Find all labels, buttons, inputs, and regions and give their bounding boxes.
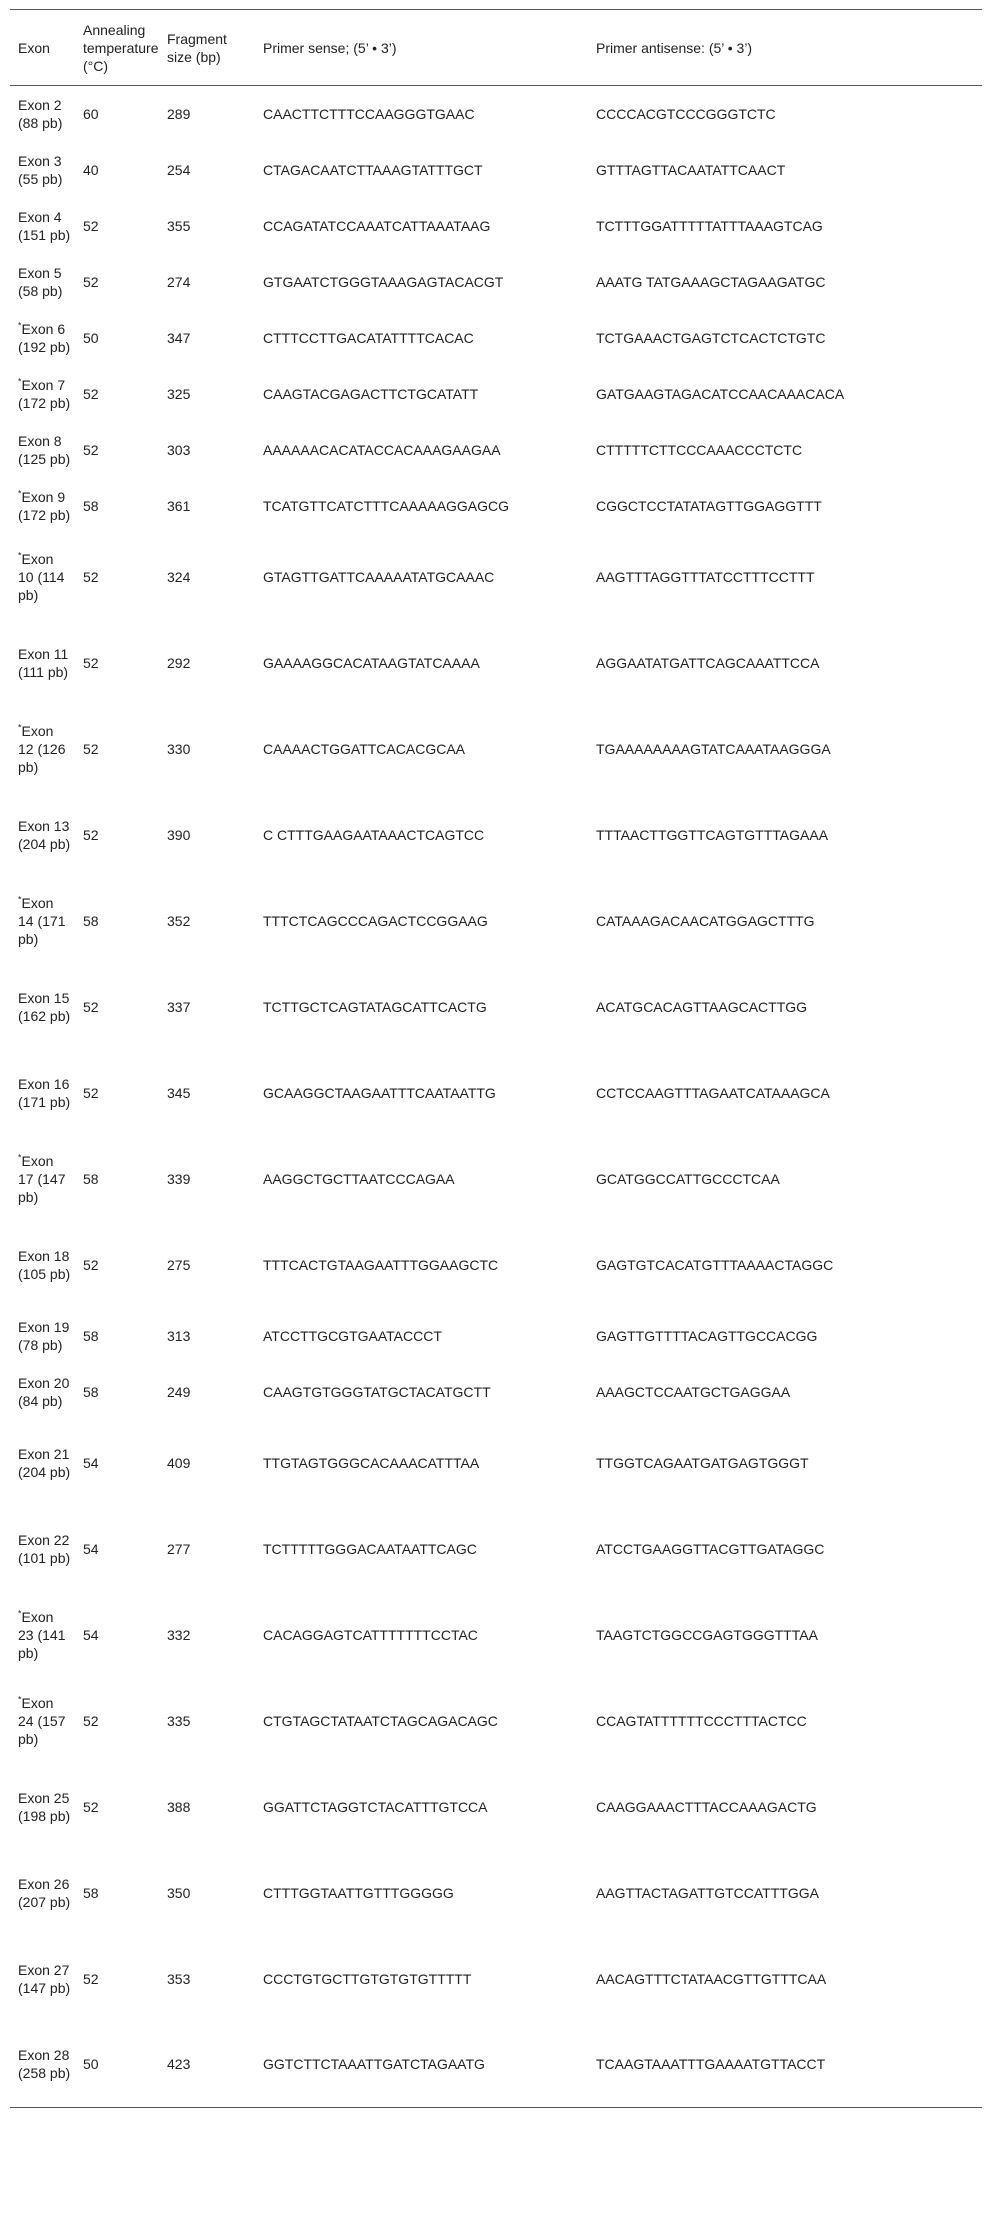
cell-primer-antisense: GATGAAGTAGACATCCAACAAACACA — [596, 385, 845, 402]
table-row — [10, 1136, 982, 1222]
cell-primer-sense: CCCTGTGCTTGTGTGTGTTTTT — [263, 1970, 472, 1987]
cell-fragment-size: 277 — [167, 1540, 191, 1557]
table-row — [10, 86, 982, 142]
cell-annealing-temperature: 52 — [83, 568, 99, 585]
exon-label: Exon 28 (258 pb) — [18, 2047, 71, 2082]
cell-fragment-size: 390 — [167, 826, 191, 843]
cell-exon — [10, 142, 75, 198]
cell-annealing-temperature: 52 — [83, 217, 99, 234]
footnote-marker: * — [18, 893, 22, 904]
cell-primer-sense: CCAGATATCCAAATCATTAAATAAG — [263, 217, 491, 234]
cell-annealing-temperature: 58 — [83, 497, 99, 514]
cell-fragment-size: 275 — [167, 1256, 191, 1273]
cell-primer-antisense: TTGGTCAGAATGATGAGTGGGT — [596, 1454, 809, 1471]
cell-primer-antisense: TCTGAAACTGAGTCTCACTCTGTC — [596, 329, 826, 346]
exon-label: Exon 11 (111 pb) — [18, 645, 69, 680]
exon-label: Exon 5 (58 pb) — [18, 264, 63, 299]
exon-label: Exon 19 (78 pb) — [18, 1318, 70, 1353]
table-row — [10, 1506, 982, 1592]
cell-exon — [10, 1764, 75, 1850]
exon-label: Exon 23 (141 pb) — [18, 1608, 66, 1661]
cell-fragment-size: 339 — [167, 1170, 191, 1187]
cell-fragment-size: 289 — [167, 105, 191, 122]
cell-exon — [10, 422, 75, 478]
exon-label: Exon 17 (147 pb) — [18, 1152, 66, 1205]
cell-fragment-size: 361 — [167, 497, 191, 514]
table-row — [10, 534, 982, 620]
cell-primer-sense: CAAGTACGAGACTTCTGCATATT — [263, 385, 479, 402]
cell-fragment-size: 409 — [167, 1454, 191, 1471]
cell-fragment-size: 254 — [167, 161, 191, 178]
cell-primer-antisense: GAGTTGTTTTACAGTTGCCACGG — [596, 1327, 818, 1344]
cell-fragment-size: 292 — [167, 654, 191, 671]
exon-label: Exon 10 (114 pb) — [18, 550, 65, 603]
cell-primer-sense: TTTCTCAGCCCAGACTCCGGAAG — [263, 912, 488, 929]
exon-label: Exon 21 (204 pb) — [18, 1445, 71, 1480]
cell-annealing-temperature: 52 — [83, 441, 99, 458]
cell-exon — [10, 198, 75, 254]
table-row — [10, 2022, 982, 2108]
exon-label: Exon 24 (157 pb) — [18, 1694, 66, 1747]
cell-fragment-size: 355 — [167, 217, 191, 234]
exon-label: Exon 18 (105 pb) — [18, 1247, 71, 1282]
cell-exon — [10, 878, 75, 964]
cell-primer-sense: GGATTCTAGGTCTACATTTGTCCA — [263, 1798, 488, 1815]
cell-fragment-size: 388 — [167, 1798, 191, 1815]
cell-primer-sense: CTGTAGCTATAATCTAGCAGACAGC — [263, 1712, 498, 1729]
cell-primer-antisense: AACAGTTTCTATAACGTTGTTTCAA — [596, 1970, 827, 1987]
cell-fragment-size: 249 — [167, 1383, 191, 1400]
cell-annealing-temperature: 58 — [83, 1884, 99, 1901]
cell-fragment-size: 335 — [167, 1712, 191, 1729]
cell-annealing-temperature: 54 — [83, 1540, 99, 1557]
exon-label: Exon 13 (204 pb) — [18, 817, 71, 852]
cell-fragment-size: 347 — [167, 329, 191, 346]
cell-exon — [10, 1420, 75, 1506]
table-row — [10, 1308, 982, 1364]
cell-primer-antisense: AGGAATATGATTCAGCAAATTCCA — [596, 654, 820, 671]
cell-primer-sense: CTTTCCTTGACATATTTTCACAC — [263, 329, 474, 346]
cell-fragment-size: 337 — [167, 998, 191, 1015]
cell-exon — [10, 706, 75, 792]
cell-exon — [10, 310, 75, 366]
header-row — [10, 10, 982, 86]
exon-label: Exon 16 (171 pb) — [18, 1075, 71, 1110]
exon-label: Exon 4 (151 pb) — [18, 208, 71, 243]
cell-annealing-temperature: 52 — [83, 998, 99, 1015]
cell-annealing-temperature: 54 — [83, 1454, 99, 1471]
cell-fragment-size: 350 — [167, 1884, 191, 1901]
table-row — [10, 1222, 982, 1308]
cell-exon — [10, 1592, 75, 1678]
cell-primer-antisense: TAAGTCTGGCCGAGTGGGTTTAA — [596, 1626, 818, 1643]
cell-fragment-size: 352 — [167, 912, 191, 929]
cell-annealing-temperature: 58 — [83, 912, 99, 929]
table-row — [10, 792, 982, 878]
cell-annealing-temperature: 52 — [83, 273, 99, 290]
cell-annealing-temperature: 52 — [83, 826, 99, 843]
exon-label: Exon 7 (172 pb) — [18, 376, 71, 411]
table-body — [10, 86, 982, 2108]
cell-primer-antisense: AAGTTACTAGATTGTCCATTTGGA — [596, 1884, 819, 1901]
table-row — [10, 310, 982, 366]
exon-label: Exon 3 (55 pb) — [18, 152, 63, 187]
cell-annealing-temperature: 52 — [83, 1256, 99, 1273]
cell-primer-antisense: CGGCTCCTATATAGTTGGAGGTTT — [596, 497, 822, 514]
cell-primer-antisense: CTTTTTCTTCCCAAACCCTCTC — [596, 441, 803, 458]
cell-annealing-temperature: 52 — [83, 654, 99, 671]
cell-primer-antisense: AAATG TATGAAAGCTAGAAGATGC — [596, 273, 826, 290]
cell-exon — [10, 792, 75, 878]
cell-primer-antisense: CATAAAGACAACATGGAGCTTTG — [596, 912, 815, 929]
cell-primer-sense: TCTTGCTCAGTATAGCATTCACTG — [263, 998, 487, 1015]
cell-primer-sense: TCATGTTCATCTTTCAAAAAGGAGCG — [263, 497, 510, 514]
exon-label: Exon 12 (126 pb) — [18, 722, 66, 775]
cell-annealing-temperature: 58 — [83, 1383, 99, 1400]
exon-label: Exon 6 (192 pb) — [18, 320, 71, 355]
cell-primer-sense: CTTTGGTAATTGTTTGGGGG — [263, 1884, 454, 1901]
table-row — [10, 254, 982, 310]
cell-primer-sense: AAGGCTGCTTAATCCCAGAA — [263, 1170, 455, 1187]
cell-annealing-temperature: 54 — [83, 1626, 99, 1643]
cell-primer-sense: ATCCTTGCGTGAATACCCT — [263, 1327, 442, 1344]
footnote-marker: * — [18, 549, 22, 560]
cell-exon — [10, 1050, 75, 1136]
col-header-exon: Exon — [10, 10, 75, 86]
exon-label: Exon 14 (171 pb) — [18, 894, 66, 947]
cell-primer-sense: CAAAACTGGATTCACACGCAA — [263, 740, 465, 757]
footnote-marker: * — [18, 1693, 22, 1704]
cell-primer-sense: GTGAATCTGGGTAAAGAGTACACGT — [263, 273, 504, 290]
cell-exon — [10, 254, 75, 310]
table-row — [10, 366, 982, 422]
cell-primer-sense: CAAGTGTGGGTATGCTACATGCTT — [263, 1383, 491, 1400]
cell-primer-antisense: GAGTGTCACATGTTTAAAACTAGGC — [596, 1256, 834, 1273]
cell-exon — [10, 2022, 75, 2108]
cell-primer-antisense: TGAAAAAAAAGTATCAAATAAGGGA — [596, 740, 831, 757]
cell-fragment-size: 274 — [167, 273, 191, 290]
table-row — [10, 1050, 982, 1136]
cell-annealing-temperature: 50 — [83, 329, 99, 346]
col-header-annealing-temperature: Annealing temperature (°C) — [75, 10, 159, 86]
table-row — [10, 422, 982, 478]
cell-exon — [10, 1678, 75, 1764]
cell-fragment-size: 313 — [167, 1327, 191, 1344]
cell-primer-antisense: TCTTTGGATTTTTATTTAAAGTCAG — [596, 217, 823, 234]
exon-label: Exon 2 (88 pb) — [18, 96, 63, 131]
footnote-marker: * — [18, 319, 22, 330]
table-row — [10, 198, 982, 254]
cell-primer-sense: TTTCACTGTAAGAATTTGGAAGCTC — [263, 1256, 499, 1273]
cell-primer-sense: C CTTTGAAGAATAAACTCAGTCC — [263, 826, 485, 843]
cell-exon — [10, 964, 75, 1050]
table-header — [10, 10, 982, 86]
cell-primer-antisense: CCAGTATTTTTTCCCTTTACTCC — [596, 1712, 807, 1729]
cell-primer-sense: GTAGTTGATTCAAAAATATGCAAAC — [263, 568, 495, 585]
table-row — [10, 478, 982, 534]
cell-exon — [10, 478, 75, 534]
cell-primer-antisense: ATCCTGAAGGTTACGTTGATAGGC — [596, 1540, 825, 1557]
table-row — [10, 1850, 982, 1936]
footnote-marker: * — [18, 487, 22, 498]
cell-primer-sense: CAACTTCTTTCCAAGGGTGAAC — [263, 105, 475, 122]
cell-fragment-size: 353 — [167, 1970, 191, 1987]
cell-primer-sense: TTGTAGTGGGCACAAACATTTAA — [263, 1454, 480, 1471]
table-row — [10, 878, 982, 964]
table-row — [10, 964, 982, 1050]
cell-primer-antisense: GTTTAGTTACAATATTCAACT — [596, 161, 786, 178]
cell-primer-sense: CTAGACAATCTTAAAGTATTTGCT — [263, 161, 483, 178]
cell-primer-antisense: AAAGCTCCAATGCTGAGGAA — [596, 1383, 791, 1400]
cell-primer-antisense: GCATGGCCATTGCCCTCAA — [596, 1170, 780, 1187]
cell-annealing-temperature: 60 — [83, 105, 99, 122]
cell-primer-sense: GAAAAGGCACATAAGTATCAAAA — [263, 654, 480, 671]
exon-label: Exon 15 (162 pb) — [18, 989, 71, 1024]
cell-exon — [10, 1850, 75, 1936]
exon-label: Exon 22 (101 pb) — [18, 1531, 71, 1566]
cell-annealing-temperature: 52 — [83, 1970, 99, 1987]
table-row — [10, 1420, 982, 1506]
cell-primer-antisense: CAAGGAAACTTTACCAAAGACTG — [596, 1798, 817, 1815]
cell-fragment-size: 345 — [167, 1084, 191, 1101]
cell-primer-antisense: TTTAACTTGGTTCAGTGTTTAGAAA — [596, 826, 829, 843]
table-row — [10, 706, 982, 792]
cell-primer-antisense: ACATGCACAGTTAAGCACTTGG — [596, 998, 808, 1015]
cell-primer-sense: CACAGGAGTCATTTTTTTCCTAC — [263, 1626, 478, 1643]
exon-label: Exon 25 (198 pb) — [18, 1789, 71, 1824]
cell-primer-antisense: CCCCACGTCCCGGGTCTC — [596, 105, 776, 122]
col-header-primer-sense: Primer sense; (5’ • 3’) — [255, 10, 588, 86]
exon-label: Exon 26 (207 pb) — [18, 1875, 71, 1910]
cell-annealing-temperature: 52 — [83, 1798, 99, 1815]
cell-exon — [10, 1506, 75, 1592]
footnote-marker: * — [18, 1607, 22, 1618]
table-row — [10, 1936, 982, 2022]
cell-primer-antisense: TCAAGTAAATTTGAAAATGTTACCT — [596, 2056, 826, 2073]
cell-annealing-temperature: 52 — [83, 1712, 99, 1729]
cell-annealing-temperature: 52 — [83, 740, 99, 757]
cell-fragment-size: 325 — [167, 385, 191, 402]
cell-fragment-size: 330 — [167, 740, 191, 757]
cell-exon — [10, 1222, 75, 1308]
table-row — [10, 1678, 982, 1764]
cell-fragment-size: 423 — [167, 2056, 191, 2073]
primer-table — [10, 9, 982, 2108]
table-row — [10, 142, 982, 198]
cell-exon — [10, 86, 75, 142]
cell-exon — [10, 1364, 75, 1420]
cell-annealing-temperature: 52 — [83, 1084, 99, 1101]
cell-primer-sense: AAAAAACACATACCACAAAGAAGAA — [263, 441, 501, 458]
cell-primer-antisense: CCTCCAAGTTTAGAATCATAAAGCA — [596, 1084, 830, 1101]
cell-fragment-size: 324 — [167, 568, 191, 585]
col-header-fragment-size: Fragment size (bp) — [159, 10, 255, 86]
cell-annealing-temperature: 52 — [83, 385, 99, 402]
table-row — [10, 1364, 982, 1420]
footnote-marker: * — [18, 375, 22, 386]
cell-fragment-size: 303 — [167, 441, 191, 458]
cell-fragment-size: 332 — [167, 1626, 191, 1643]
cell-exon — [10, 534, 75, 620]
cell-annealing-temperature: 50 — [83, 2056, 99, 2073]
cell-primer-sense: TCTTTTTGGGACAATAATTCAGC — [263, 1540, 477, 1557]
cell-primer-sense: GCAAGGCTAAGAATTTCAATAATTG — [263, 1084, 496, 1101]
exon-label: Exon 27 (147 pb) — [18, 1961, 71, 1996]
table-row — [10, 620, 982, 706]
exon-label: Exon 8 (125 pb) — [18, 432, 71, 467]
cell-annealing-temperature: 58 — [83, 1170, 99, 1187]
table-row — [10, 1592, 982, 1678]
cell-primer-sense: GGTCTTCTAAATTGATCTAGAATG — [263, 2056, 485, 2073]
exon-label: Exon 9 (172 pb) — [18, 488, 71, 523]
cell-exon — [10, 1136, 75, 1222]
cell-annealing-temperature: 40 — [83, 161, 99, 178]
col-header-primer-antisense: Primer antisense: (5’ • 3’) — [588, 10, 982, 86]
cell-annealing-temperature: 58 — [83, 1327, 99, 1344]
cell-exon — [10, 620, 75, 706]
cell-primer-antisense: AAGTTTAGGTTTATCCTTTCCTTT — [596, 568, 815, 585]
cell-exon — [10, 1936, 75, 2022]
cell-exon — [10, 366, 75, 422]
footnote-marker: * — [18, 1151, 22, 1162]
cell-exon — [10, 1308, 75, 1364]
exon-label: Exon 20 (84 pb) — [18, 1374, 70, 1409]
table-row — [10, 1764, 982, 1850]
footnote-marker: * — [18, 721, 22, 732]
